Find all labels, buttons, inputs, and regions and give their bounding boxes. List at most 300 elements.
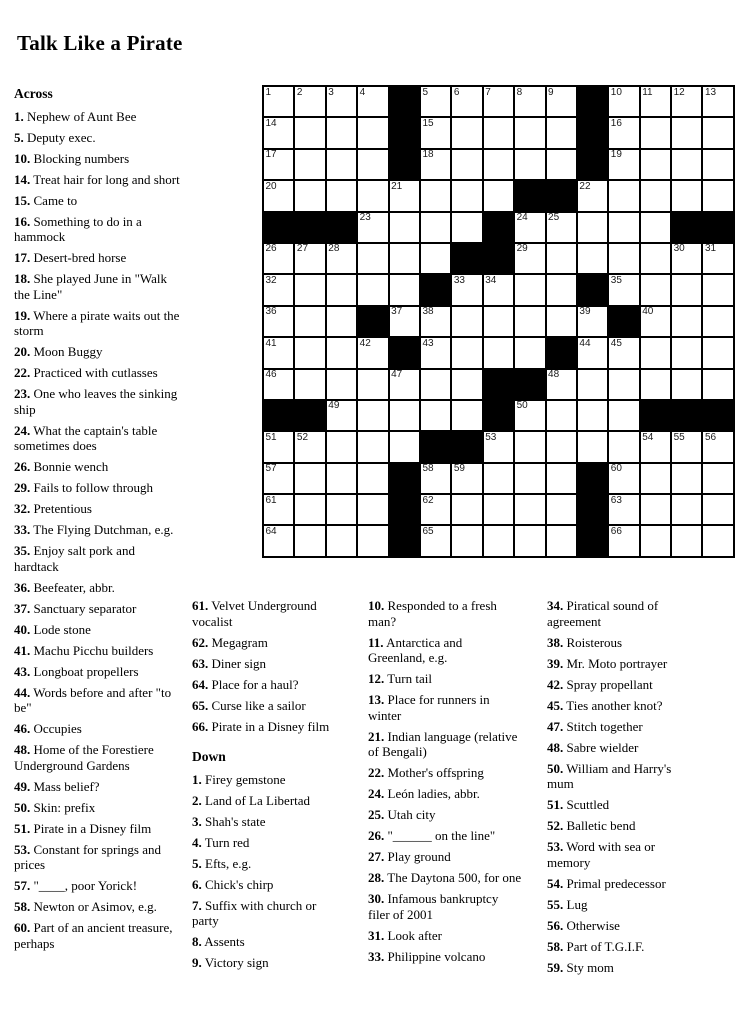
- cell-r7c13[interactable]: [641, 275, 670, 304]
- black-cell-r8c4: [358, 307, 387, 336]
- black-cell-r1c5: [390, 87, 419, 116]
- cell-r2c14[interactable]: [672, 118, 701, 147]
- cell-r5c12[interactable]: [609, 213, 638, 242]
- cell-r13c4[interactable]: [358, 464, 387, 493]
- cell-r3c8[interactable]: [484, 150, 513, 179]
- cell-r6c12[interactable]: [609, 244, 638, 273]
- cell-r1c15[interactable]: [703, 87, 732, 116]
- clue-number: 14.: [14, 171, 31, 187]
- black-cell-r10c8: [484, 370, 513, 399]
- clue-number: 48.: [14, 742, 31, 757]
- clue-across-62: 62. Megagram: [192, 634, 268, 650]
- cell-r3c12[interactable]: [609, 150, 638, 179]
- cell-r12c1[interactable]: [264, 432, 293, 461]
- cell-r2c3[interactable]: [327, 118, 356, 147]
- cell-r7c10[interactable]: [547, 275, 576, 304]
- black-cell-r12c7: [452, 432, 481, 461]
- cell-r2c8[interactable]: [484, 118, 513, 147]
- cell-r12c11[interactable]: [578, 432, 607, 461]
- cell-r12c2[interactable]: [295, 432, 324, 461]
- clue-number: 27.: [368, 849, 385, 864]
- clue-across-33: 33. The Flying Dutchman, e.g.: [14, 522, 174, 537]
- cell-number-28: 28: [328, 243, 340, 255]
- cell-r13c8[interactable]: [484, 464, 513, 493]
- cell-r6c10[interactable]: [547, 244, 576, 273]
- cell-r3c4[interactable]: [358, 150, 387, 179]
- cell-r15c13[interactable]: [641, 526, 670, 555]
- cell-number-7: 7: [485, 86, 491, 98]
- cell-number-37: 37: [391, 306, 403, 318]
- cell-r12c4[interactable]: [358, 432, 387, 461]
- cell-r4c1[interactable]: [264, 181, 293, 210]
- clue-across-16: 16. Something to do in a hammock: [14, 213, 142, 244]
- cell-r7c9[interactable]: [515, 275, 544, 304]
- black-cell-r11c15: [703, 401, 732, 430]
- cell-r8c5[interactable]: [390, 307, 419, 336]
- cell-r4c14[interactable]: [672, 181, 701, 210]
- black-cell-r12c6: [421, 432, 450, 461]
- clue-number: 43.: [14, 663, 31, 679]
- clue-down-38: 38. Roisterous: [547, 634, 623, 650]
- cell-r4c3[interactable]: [327, 181, 356, 210]
- cell-r6c14[interactable]: [672, 244, 701, 273]
- cell-number-64: 64: [265, 525, 277, 537]
- black-cell-r1c11: [578, 87, 607, 116]
- cell-r11c3[interactable]: [327, 401, 356, 430]
- cell-number-18: 18: [422, 149, 434, 161]
- cell-r1c7[interactable]: [452, 87, 481, 116]
- cell-number-15: 15: [422, 117, 434, 129]
- clue-across-22: 22. Practiced with cutlasses: [14, 365, 158, 380]
- cell-r14c1[interactable]: [264, 495, 293, 524]
- cell-number-6: 6: [453, 86, 460, 98]
- cell-r6c15[interactable]: [703, 244, 732, 273]
- cell-r13c12[interactable]: [609, 464, 638, 493]
- cell-number-56: 56: [704, 431, 717, 443]
- cell-r9c2[interactable]: [295, 338, 324, 367]
- cell-r13c14[interactable]: [672, 464, 701, 493]
- cell-r8c10[interactable]: [547, 307, 576, 336]
- cell-r5c9[interactable]: [515, 213, 544, 242]
- cell-r4c15[interactable]: [703, 181, 732, 210]
- cell-r9c14[interactable]: [672, 338, 701, 367]
- clue-across-18: 18. She played June in "Walk the Line": [14, 271, 168, 302]
- cell-r3c2[interactable]: [295, 150, 324, 179]
- cell-r4c8[interactable]: [484, 181, 513, 210]
- cell-r15c7[interactable]: [452, 526, 481, 555]
- cell-r12c9[interactable]: [515, 432, 544, 461]
- cell-r11c12[interactable]: [609, 401, 638, 430]
- clue-down-13: 13. Place for runners in winter: [368, 692, 490, 723]
- clue-number: 54.: [547, 875, 564, 891]
- clue-down-11: 11. Antarctica and Greenland, e.g.: [368, 634, 463, 665]
- cell-r12c13[interactable]: [641, 432, 670, 461]
- cell-r1c13[interactable]: [641, 87, 670, 116]
- cell-r8c1[interactable]: [264, 307, 293, 336]
- cell-r9c12[interactable]: [609, 338, 638, 367]
- black-cell-r5c14: [672, 213, 701, 242]
- cell-r9c1[interactable]: [264, 338, 293, 367]
- clue-number: 32.: [14, 501, 31, 516]
- cell-r8c13[interactable]: [641, 307, 670, 336]
- cell-r3c15[interactable]: [703, 150, 732, 179]
- cell-r5c4[interactable]: [358, 213, 387, 242]
- cell-r7c14[interactable]: [672, 275, 701, 304]
- cell-r12c10[interactable]: [547, 432, 576, 461]
- cell-r11c6[interactable]: [421, 401, 450, 430]
- cell-r4c2[interactable]: [295, 181, 324, 210]
- cell-number-46: 46: [265, 369, 277, 381]
- cell-r5c7[interactable]: [452, 213, 481, 242]
- cell-r1c2[interactable]: [295, 87, 324, 116]
- clue-across-43: 43. Longboat propellers: [14, 663, 139, 679]
- cell-r4c12[interactable]: [609, 181, 638, 210]
- cell-number-34: 34: [485, 274, 497, 286]
- clue-number: 50.: [547, 760, 564, 776]
- cell-r7c15[interactable]: [703, 275, 732, 304]
- black-cell-r2c5: [390, 118, 419, 147]
- clue-down-42: 42. Spray propellant: [547, 676, 653, 692]
- cell-r12c12[interactable]: [609, 432, 638, 461]
- cell-r4c6[interactable]: [421, 181, 450, 210]
- cell-r3c9[interactable]: [515, 150, 544, 179]
- cell-r1c14[interactable]: [672, 87, 701, 116]
- cell-r14c12[interactable]: [609, 495, 638, 524]
- clue-down-8: 8. Assents: [192, 934, 245, 949]
- cell-r6c2[interactable]: [295, 244, 324, 273]
- crossword-grid: [262, 85, 735, 558]
- cell-r13c6[interactable]: [421, 464, 450, 493]
- clue-number: 22.: [14, 365, 31, 380]
- cell-r8c9[interactable]: [515, 307, 544, 336]
- cell-r8c3[interactable]: [327, 307, 356, 336]
- clue-across-53: 53. Constant for springs and prices: [14, 841, 161, 872]
- clue-number: 24.: [368, 786, 385, 801]
- cell-number-12: 12: [673, 86, 685, 98]
- cell-r6c1[interactable]: [264, 244, 293, 273]
- cell-r11c9[interactable]: [515, 401, 544, 430]
- cell-r2c10[interactable]: [547, 118, 576, 147]
- black-cell-r11c1: [264, 401, 293, 430]
- clue-across-66: 66. Pirate in a Disney film: [192, 718, 330, 734]
- cell-number-24: 24: [516, 212, 528, 224]
- cell-r9c9[interactable]: [515, 338, 544, 367]
- cell-r1c1[interactable]: [264, 87, 293, 116]
- cell-r2c13[interactable]: [641, 118, 670, 147]
- cell-r15c12[interactable]: [609, 526, 638, 555]
- cell-r6c5[interactable]: [390, 244, 419, 273]
- cell-r13c7[interactable]: [452, 464, 481, 493]
- cell-number-27: 27: [296, 243, 309, 255]
- cell-r9c15[interactable]: [703, 338, 732, 367]
- cell-r8c15[interactable]: [703, 307, 732, 336]
- cell-number-65: 65: [422, 525, 434, 537]
- cell-r2c2[interactable]: [295, 118, 324, 147]
- clue-down-4: 4. Turn red: [192, 834, 250, 850]
- cell-r15c4[interactable]: [358, 526, 387, 555]
- clue-down-31: 31. Look after: [368, 927, 443, 943]
- cell-r3c1[interactable]: [264, 150, 293, 179]
- cell-r15c3[interactable]: [327, 526, 356, 555]
- cell-r8c8[interactable]: [484, 307, 513, 336]
- cell-r14c2[interactable]: [295, 495, 324, 524]
- cell-r6c4[interactable]: [358, 244, 387, 273]
- cell-r5c5[interactable]: [390, 213, 419, 242]
- cell-r12c14[interactable]: [672, 432, 701, 461]
- clue-number: 16.: [14, 213, 31, 229]
- cell-r4c5[interactable]: [390, 181, 419, 210]
- cell-number-55: 55: [673, 431, 685, 443]
- clue-number: 1.: [192, 771, 202, 787]
- cell-r15c9[interactable]: [515, 526, 544, 555]
- cell-number-51: 51: [265, 431, 277, 443]
- clue-down-6: 6. Chick's chirp: [192, 876, 274, 892]
- cell-r2c9[interactable]: [515, 118, 544, 147]
- black-cell-r9c10: [547, 338, 576, 367]
- cell-r8c6[interactable]: [421, 307, 450, 336]
- cell-r10c14[interactable]: [672, 370, 701, 399]
- cell-r9c4[interactable]: [358, 338, 387, 367]
- cell-r11c7[interactable]: [452, 401, 481, 430]
- cell-r10c11[interactable]: [578, 370, 607, 399]
- cell-r10c15[interactable]: [703, 370, 732, 399]
- cell-number-54: 54: [642, 431, 654, 443]
- cell-r5c11[interactable]: [578, 213, 607, 242]
- cell-number-63: 63: [610, 494, 622, 506]
- black-cell-r15c5: [390, 526, 419, 555]
- cell-r12c3[interactable]: [327, 432, 356, 461]
- cell-r6c9[interactable]: [515, 244, 544, 273]
- cell-r8c14[interactable]: [672, 307, 701, 336]
- cell-r10c10[interactable]: [547, 370, 576, 399]
- black-cell-r5c8: [484, 213, 513, 242]
- cell-r9c13[interactable]: [641, 338, 670, 367]
- cell-r10c13[interactable]: [641, 370, 670, 399]
- cell-number-11: 11: [642, 86, 653, 98]
- cell-r14c8[interactable]: [484, 495, 513, 524]
- clue-across-36: 36. Beefeater, abbr.: [14, 579, 115, 595]
- cell-r1c9[interactable]: [515, 87, 544, 116]
- cell-r5c10[interactable]: [547, 213, 576, 242]
- clue-number: 11.: [368, 634, 384, 650]
- cell-r2c15[interactable]: [703, 118, 732, 147]
- clue-across-48: 48. Home of the Forestiere Underground Gardens: [14, 742, 154, 773]
- cell-r2c12[interactable]: [609, 118, 638, 147]
- cell-r13c9[interactable]: [515, 464, 544, 493]
- cell-number-32: 32: [265, 274, 277, 286]
- clue-number: 38.: [547, 634, 564, 650]
- cell-r14c10[interactable]: [547, 495, 576, 524]
- cell-number-31: 31: [704, 243, 717, 255]
- cell-r3c3[interactable]: [327, 150, 356, 179]
- cell-r6c13[interactable]: [641, 244, 670, 273]
- cell-r8c2[interactable]: [295, 307, 324, 336]
- cell-r2c6[interactable]: [421, 118, 450, 147]
- cell-r15c2[interactable]: [295, 526, 324, 555]
- clue-across-46: 46. Occupies: [14, 721, 82, 736]
- clue-number: 37.: [14, 600, 31, 616]
- cell-r4c11[interactable]: [578, 181, 607, 210]
- clue-number: 50.: [14, 799, 31, 815]
- cell-r4c13[interactable]: [641, 181, 670, 210]
- clue-number: 28.: [368, 870, 385, 885]
- cell-r1c12[interactable]: [609, 87, 638, 116]
- cell-r10c1[interactable]: [264, 370, 293, 399]
- cell-r5c13[interactable]: [641, 213, 670, 242]
- cell-r13c1[interactable]: [264, 464, 293, 493]
- cell-r14c6[interactable]: [421, 495, 450, 524]
- black-cell-r6c8: [484, 244, 513, 273]
- cell-r9c6[interactable]: [421, 338, 450, 367]
- cell-number-17: 17: [265, 149, 277, 161]
- clue-down-7: 7. Suffix with church or party: [192, 897, 317, 928]
- cell-r7c7[interactable]: [452, 275, 481, 304]
- cell-r11c10[interactable]: [547, 401, 576, 430]
- black-cell-r11c13: [641, 401, 670, 430]
- cell-r2c1[interactable]: [264, 118, 293, 147]
- cell-r1c10[interactable]: [547, 87, 576, 116]
- cell-number-3: 3: [328, 86, 334, 98]
- cell-r10c2[interactable]: [295, 370, 324, 399]
- cell-r14c7[interactable]: [452, 495, 481, 524]
- cell-number-62: 62: [422, 494, 434, 506]
- cell-r5c6[interactable]: [421, 213, 450, 242]
- cell-number-43: 43: [422, 337, 434, 349]
- clue-across-61: 61. Velvet Underground vocalist: [192, 598, 317, 629]
- cell-r3c7[interactable]: [452, 150, 481, 179]
- cell-r10c4[interactable]: [358, 370, 387, 399]
- cell-r1c6[interactable]: [421, 87, 450, 116]
- black-cell-r3c11: [578, 150, 607, 179]
- cell-r10c6[interactable]: [421, 370, 450, 399]
- cell-r8c11[interactable]: [578, 307, 607, 336]
- cell-r7c4[interactable]: [358, 275, 387, 304]
- cell-number-35: 35: [610, 274, 622, 286]
- cell-r15c15[interactable]: [703, 526, 732, 555]
- cell-r14c9[interactable]: [515, 495, 544, 524]
- cell-r9c8[interactable]: [484, 338, 513, 367]
- clue-down-56: 56. Otherwise: [547, 917, 620, 933]
- clue-number: 58.: [14, 899, 31, 914]
- cell-r11c5[interactable]: [390, 401, 419, 430]
- black-cell-r14c11: [578, 495, 607, 524]
- cell-r13c3[interactable]: [327, 464, 356, 493]
- cell-r15c1[interactable]: [264, 526, 293, 555]
- cell-r7c12[interactable]: [609, 275, 638, 304]
- cell-r2c7[interactable]: [452, 118, 481, 147]
- across-header: Across: [14, 86, 53, 101]
- black-cell-r6c7: [452, 244, 481, 273]
- cell-r7c1[interactable]: [264, 275, 293, 304]
- cell-r1c3[interactable]: [327, 87, 356, 116]
- clue-across-37: 37. Sanctuary separator: [14, 600, 137, 616]
- clue-number: 8.: [192, 934, 202, 949]
- cell-r7c2[interactable]: [295, 275, 324, 304]
- clue-number: 10.: [14, 150, 31, 166]
- cell-r12c15[interactable]: [703, 432, 732, 461]
- clue-down-33: 33. Philippine volcano: [368, 948, 486, 964]
- cell-r14c13[interactable]: [641, 495, 670, 524]
- cell-r6c6[interactable]: [421, 244, 450, 273]
- cell-number-14: 14: [265, 117, 277, 129]
- cell-number-48: 48: [548, 369, 560, 381]
- cell-r3c14[interactable]: [672, 150, 701, 179]
- clue-number: 5.: [14, 129, 24, 145]
- clue-down-55: 55. Lug: [547, 896, 588, 912]
- cell-r13c15[interactable]: [703, 464, 732, 493]
- cell-r14c3[interactable]: [327, 495, 356, 524]
- cell-r10c7[interactable]: [452, 370, 481, 399]
- cell-r14c4[interactable]: [358, 495, 387, 524]
- clue-number: 40.: [14, 621, 31, 637]
- clue-number: 24.: [14, 422, 31, 438]
- cell-r2c4[interactable]: [358, 118, 387, 147]
- cell-r12c8[interactable]: [484, 432, 513, 461]
- cell-r1c4[interactable]: [358, 87, 387, 116]
- black-cell-r15c11: [578, 526, 607, 555]
- cell-r15c14[interactable]: [672, 526, 701, 555]
- clue-number: 36.: [14, 579, 31, 595]
- clue-number: 35.: [14, 543, 31, 558]
- cell-r15c10[interactable]: [547, 526, 576, 555]
- black-cell-r2c11: [578, 118, 607, 147]
- cell-r3c13[interactable]: [641, 150, 670, 179]
- cell-r9c7[interactable]: [452, 338, 481, 367]
- cell-r7c5[interactable]: [390, 275, 419, 304]
- cell-r6c11[interactable]: [578, 244, 607, 273]
- clue-number: 52.: [547, 818, 564, 833]
- clue-number: 9.: [192, 955, 202, 970]
- cell-r3c6[interactable]: [421, 150, 450, 179]
- clue-number: 46.: [14, 721, 31, 736]
- cell-number-50: 50: [516, 400, 528, 412]
- cell-r10c12[interactable]: [609, 370, 638, 399]
- cell-r10c5[interactable]: [390, 370, 419, 399]
- black-cell-r3c5: [390, 150, 419, 179]
- cell-r13c10[interactable]: [547, 464, 576, 493]
- cell-number-36: 36: [265, 306, 277, 318]
- clue-down-27: 27. Play ground: [368, 849, 451, 864]
- cell-r13c2[interactable]: [295, 464, 324, 493]
- clue-across-5: 5. Deputy exec.: [14, 129, 96, 145]
- cell-r7c3[interactable]: [327, 275, 356, 304]
- cell-r15c6[interactable]: [421, 526, 450, 555]
- cell-r3c10[interactable]: [547, 150, 576, 179]
- clue-number: 41.: [14, 642, 31, 658]
- cell-r7c8[interactable]: [484, 275, 513, 304]
- cell-r6c3[interactable]: [327, 244, 356, 273]
- cell-number-8: 8: [516, 86, 523, 98]
- cell-r14c14[interactable]: [672, 495, 701, 524]
- cell-r13c13[interactable]: [641, 464, 670, 493]
- cell-r4c7[interactable]: [452, 181, 481, 210]
- cell-r14c15[interactable]: [703, 495, 732, 524]
- cell-r10c3[interactable]: [327, 370, 356, 399]
- cell-r4c4[interactable]: [358, 181, 387, 210]
- cell-r12c5[interactable]: [390, 432, 419, 461]
- cell-r9c11[interactable]: [578, 338, 607, 367]
- clue-number: 60.: [14, 920, 31, 935]
- clue-number: 7.: [192, 897, 202, 913]
- cell-r11c4[interactable]: [358, 401, 387, 430]
- cell-r1c8[interactable]: [484, 87, 513, 116]
- clue-across-14: 14. Treat hair for long and short: [14, 171, 180, 187]
- cell-r15c8[interactable]: [484, 526, 513, 555]
- clue-number: 57.: [14, 878, 31, 893]
- cell-r9c3[interactable]: [327, 338, 356, 367]
- cell-r11c11[interactable]: [578, 401, 607, 430]
- cell-r8c7[interactable]: [452, 307, 481, 336]
